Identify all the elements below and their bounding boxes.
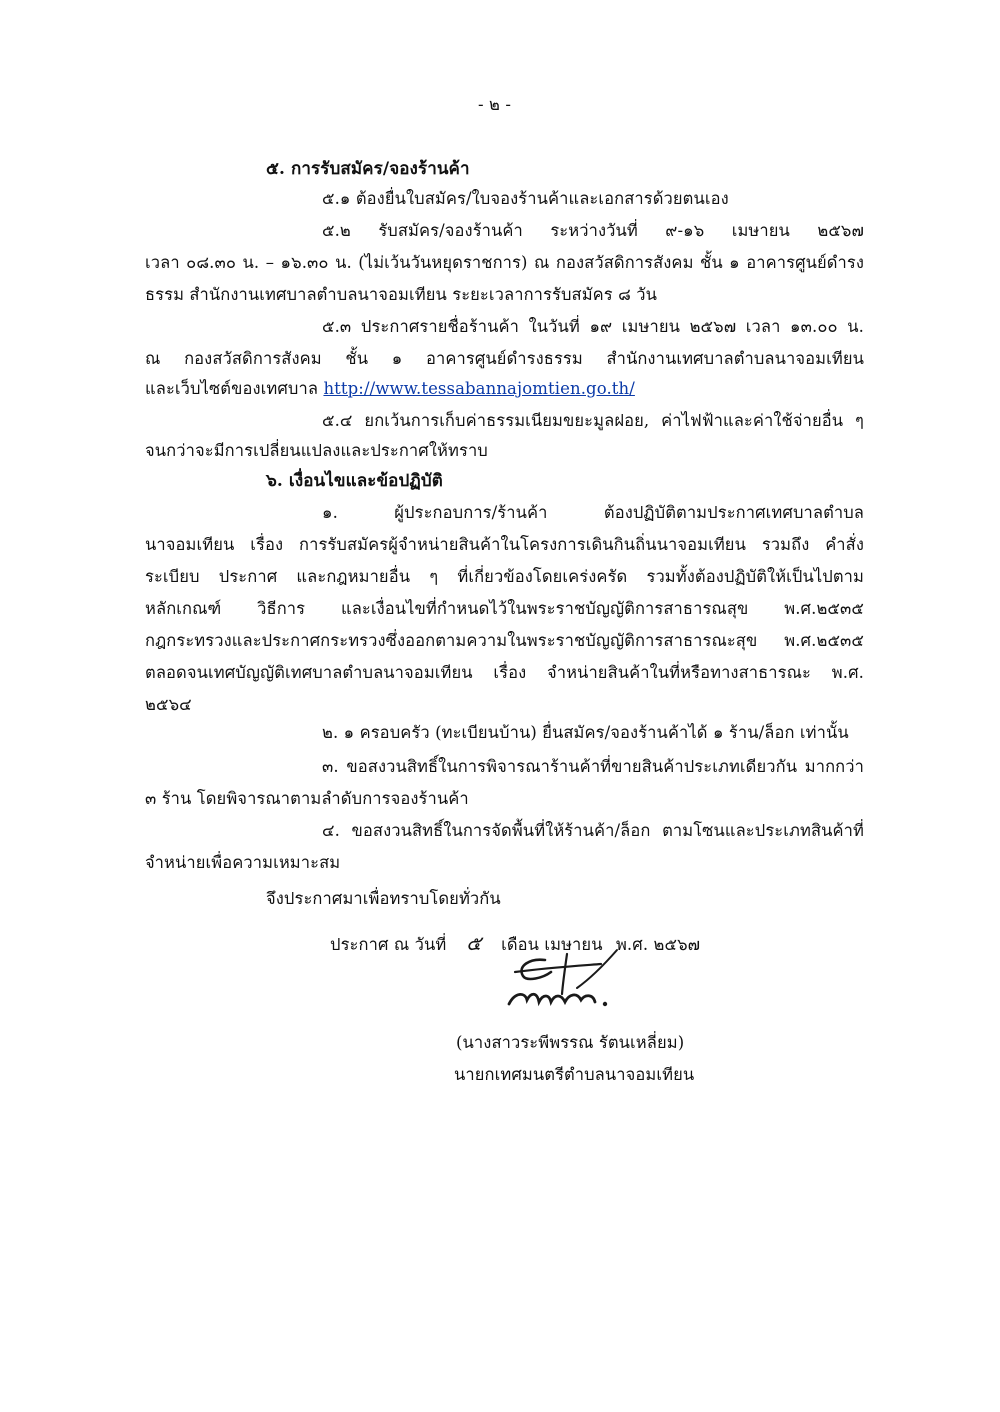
date-month: เดือน เมษายน xyxy=(501,935,603,954)
signatory-title: นายกเทศมนตรีตำบลนาจอมเทียน xyxy=(454,1065,695,1084)
section-5-item-3-line-1: ๕.๓ ประกาศรายชื่อร้านค้า ในวันที่ ๑๙ เมษายน ๒๕๖๗ เวลา ๑๓.๐๐ น. xyxy=(322,317,864,336)
section-5-item-4-line-1: ๕.๔ ยกเว้นการเก็บค่าธรรมเนียมขยะมูลฝอย, ค่าไฟฟ้าและค่าใช้จ่ายอื่น ๆ xyxy=(322,411,864,430)
section-6-item-4-line-1: ๔. ขอสงวนสิทธิ์ในการจัดพื้นที่ให้ร้านค้า/ล็อก ตามโซนและประเภทสินค้าที่ xyxy=(322,821,864,840)
section-5-item-1: ๕.๑ ต้องยื่นใบสมัคร/ใบจองร้านค้าและเอกสารด้วยตนเอง xyxy=(322,189,729,208)
signatory-name: (นางสาวระพีพรรณ รัตนเหลี่ยม) xyxy=(456,1033,685,1052)
section-5-item-2-line-1: ๕.๒ รับสมัคร/จองร้านค้า ระหว่างวันที่ ๙-๑๖ เมษายน ๒๕๖๗ xyxy=(322,221,864,240)
handwritten-signature xyxy=(505,948,635,1018)
section-6-item-1-line-5: กฎกระทรวงและประกาศกระทรวงซึ่งออกตามความในพระราชบัญญัติการสาธารณะสุข พ.ศ.๒๕๓๕ xyxy=(145,631,864,650)
section-6-heading: ๖. เงื่อนไขและข้อปฏิบัติ xyxy=(266,471,443,491)
section-5-item-4-line-2: จนกว่าจะมีการเปลี่ยนแปลงและประกาศให้ทราบ xyxy=(145,441,488,460)
date-day: ๕ xyxy=(466,931,482,955)
section-6-item-1-line-7: ๒๕๖๔ xyxy=(145,695,192,714)
date-year: พ.ศ. ๒๕๖๗ xyxy=(615,935,701,954)
website-label: และเว็บไซต์ของเทศบาล xyxy=(145,379,319,398)
date-prefix: ประกาศ ณ วันที่ xyxy=(330,935,447,954)
section-6-item-3-line-2: ๓ ร้าน โดยพิจารณาตามลำดับการจองร้านค้า xyxy=(145,789,469,808)
closing-announcement: จึงประกาศมาเพื่อทราบโดยทั่วกัน xyxy=(266,889,501,908)
section-5-item-3-line-2: ณ กองสวัสดิการสังคม ชั้น ๑ อาคารศูนย์ดำรงธรรม สำนักงานเทศบาลตำบลนาจอมเทียน xyxy=(145,349,864,368)
website-link[interactable]: http://www.tessabannajomtien.go.th/ xyxy=(323,379,635,398)
section-6-item-1-line-4: หลักเกณฑ์ วิธีการ และเงื่อนไขที่กำหนดไว้ในพระราชบัญญัติการสาธารณสุข พ.ศ.๒๕๓๕ xyxy=(145,599,864,618)
section-5-item-2-line-2: เวลา ๐๘.๓๐ น. – ๑๖.๓๐ น. (ไม่เว้นวันหยุดราชการ) ณ กองสวัสดิการสังคม ชั้น ๑ อาคารศูนย์ดำรง xyxy=(145,253,864,272)
section-5-item-3-line-3 xyxy=(145,378,635,400)
section-6-item-2: ๒. ๑ ครอบครัว (ทะเบียนบ้าน) ยื่นสมัคร/จองร้านค้าได้ ๑ ร้าน/ล็อก เท่านั้น xyxy=(322,723,849,742)
section-6-item-3-line-1: ๓. ขอสงวนสิทธิ์ในการพิจารณาร้านค้าที่ขายสินค้าประเภทเดียวกัน มากกว่า xyxy=(322,757,864,776)
section-6-item-1-line-1: ๑. ผู้ประกอบการ/ร้านค้า ต้องปฏิบัติตามประกาศเทศบาลตำบล xyxy=(322,503,864,522)
page-number: - ๒ - xyxy=(478,95,512,114)
section-5-heading: ๕. การรับสมัคร/จองร้านค้า xyxy=(266,159,470,179)
section-6-item-1-line-2: นาจอมเทียน เรื่อง การรับสมัครผู้จำหน่ายสินค้าในโครงการเดินกินถิ่นนาจอมเทียน รวมถึง คำสั่ง xyxy=(145,535,864,554)
section-6-item-4-line-2: จำหน่ายเพื่อความเหมาะสม xyxy=(145,853,341,872)
section-6-item-1-line-6: ตลอดจนเทศบัญญัติเทศบาลตำบลนาจอมเทียน เรื่อง จำหน่ายสินค้าในที่หรือทางสาธารณะ พ.ศ. xyxy=(145,663,864,682)
section-6-item-1-line-3: ระเบียบ ประกาศ และกฎหมายอื่น ๆ ที่เกี่ยวข้องโดยเคร่งครัด รวมทั้งต้องปฏิบัติให้เป็นไปตาม xyxy=(145,567,864,586)
section-5-item-2-line-3: ธรรม สำนักงานเทศบาลตำบลนาจอมเทียน ระยะเวลาการรับสมัคร ๘ วัน xyxy=(145,285,658,304)
